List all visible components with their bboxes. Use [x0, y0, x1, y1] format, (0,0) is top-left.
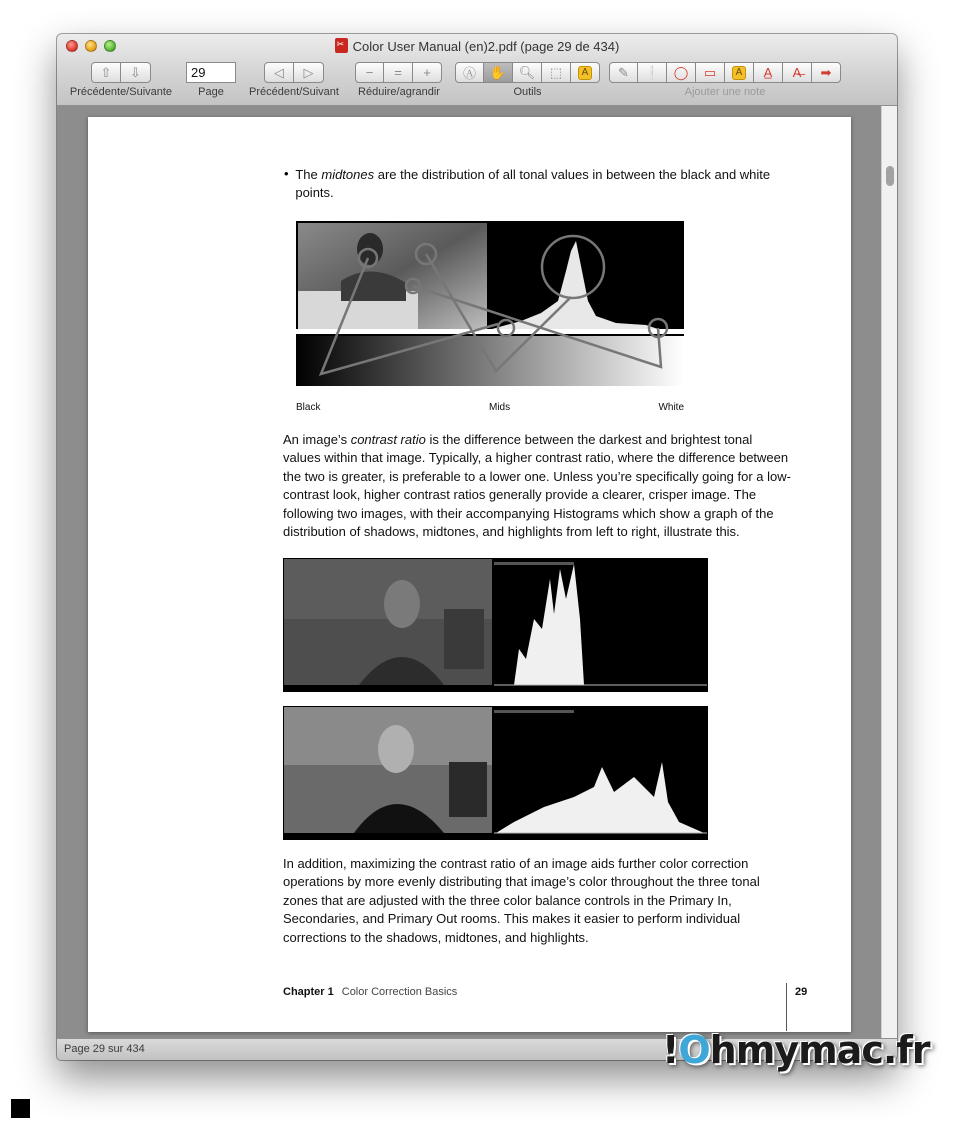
hand-tool[interactable]: [484, 62, 513, 83]
highlight-tool[interactable]: [571, 62, 600, 83]
underline-tool[interactable]: [754, 62, 783, 83]
zoom-label: Réduire/agrandir: [358, 86, 440, 98]
label-white: White: [658, 402, 684, 413]
toolbar: [57, 34, 897, 106]
high-contrast-image: [284, 707, 708, 840]
arrow-up-icon: ⇧: [100, 64, 112, 80]
rectangle-tool[interactable]: [696, 62, 725, 83]
underline-icon: A̲: [763, 65, 773, 80]
low-contrast-figure: [283, 558, 708, 692]
zoom-out-button[interactable]: [355, 62, 384, 83]
zoom-in-icon: +: [423, 65, 431, 80]
contrast-ratio-paragraph: An image’s contrast ratio is the difference between the darkest and brightest tonal values within that image. Typically, a higher contrast ratio, where the difference between the two is greater, is preferable to a lower one. Unless you’re specifically going for a low-contrast look, higher contrast ratios generally provide a clearer, crisper image. The following two images, with their accompanying Histograms which show a graph of the distribution of shadows, midtones, and highlights from left to right, illustrate this.: [283, 432, 791, 540]
oval-icon: ◯: [673, 64, 689, 80]
rectangle-icon: ▭: [703, 64, 717, 80]
tonal-range-illustration: [296, 221, 684, 389]
text-select-tool[interactable]: [455, 62, 484, 83]
page-footer-number: 29: [795, 986, 808, 998]
arrow-right-icon: ▷: [303, 64, 314, 80]
note-tool[interactable]: [638, 62, 667, 83]
zoom-group: [355, 62, 442, 83]
maximizing-contrast-paragraph: In addition, maximizing the contrast ratio of an image aids further color correction operations by more evenly distributing that image’s color throughout the three tonal zones that are adjusted with the three color balance controls in the Primary In, Secondaries, and Primary Out rooms. This makes it easier to perform individual corrections to the shadows, midtones, and highlights.: [283, 856, 760, 945]
rect-select-icon: ⬚: [549, 64, 563, 80]
pdf-icon: [335, 38, 348, 53]
tools-label: Outils: [513, 86, 542, 98]
window-title: ✂Color User Manual (en)2.pdf (page 29 de 434): [57, 38, 897, 54]
vertical-scrollbar[interactable]: [881, 106, 897, 1038]
status-bar: Page 29 sur 434: [57, 1038, 897, 1060]
note-icon: ❕: [643, 64, 661, 80]
arrow-down-icon: ⇩: [130, 64, 141, 80]
pdf-page: [88, 117, 851, 1032]
prev-next-label: Précédente/Suivante: [69, 86, 173, 98]
strike-icon: A̶: [792, 65, 802, 80]
annotation-group: [609, 62, 841, 83]
pencil-icon: ✎: [618, 64, 629, 80]
label-mids: Mids: [489, 402, 511, 413]
back-button[interactable]: [264, 62, 294, 83]
watermark-logo: !Ohmymac.fr: [662, 1028, 930, 1072]
hand-icon: ✋: [489, 64, 507, 80]
label-black: Black: [296, 402, 321, 413]
tools-group: [455, 62, 600, 83]
bullet-text: The midtones are the distribution of all tonal values in between the black and white points.: [295, 167, 771, 201]
arrow-annotation-icon: ➡: [820, 64, 832, 80]
zoom-out-icon: −: [365, 65, 374, 80]
text-icon: A: [732, 66, 746, 80]
prev-next-group: [91, 62, 151, 83]
previous-page-button[interactable]: [91, 62, 121, 83]
highlight-icon: A: [578, 66, 592, 80]
scrollbar-thumb[interactable]: [886, 166, 894, 186]
text-select-icon: Ⓐ: [462, 66, 476, 81]
zoom-in-button[interactable]: [413, 62, 442, 83]
actual-size-icon: =: [394, 65, 402, 80]
arrow-left-icon: ◁: [274, 64, 284, 80]
bullet-item: [284, 166, 784, 203]
tonal-range-figure: [296, 221, 684, 389]
pencil-tool[interactable]: [609, 62, 638, 83]
back-forward-group: [264, 62, 324, 83]
corner-square: [11, 1099, 30, 1118]
text-highlight-tool[interactable]: [725, 62, 754, 83]
rect-select-tool[interactable]: [542, 62, 571, 83]
actual-size-button[interactable]: [384, 62, 413, 83]
page-label: Page: [198, 86, 224, 98]
annotate-label: Ajouter une note: [684, 86, 766, 98]
strike-tool[interactable]: [783, 62, 812, 83]
magnifier-tool[interactable]: [513, 62, 542, 83]
arrow-annotation-tool[interactable]: [812, 62, 841, 83]
forward-button[interactable]: [294, 62, 324, 83]
bullet-dot: •: [284, 166, 289, 181]
next-page-button[interactable]: [121, 62, 151, 83]
back-forward-label: Précédent/Suivant: [249, 86, 339, 98]
page-number-field[interactable]: 29: [186, 62, 236, 83]
magnifier-icon: 🔍︎: [518, 64, 536, 80]
high-contrast-figure: [283, 706, 708, 840]
oval-tool[interactable]: [667, 62, 696, 83]
footer-divider: [786, 983, 787, 1031]
low-contrast-image: [284, 559, 708, 692]
page-footer-chapter: Chapter 1 Color Correction Basics: [283, 986, 458, 998]
preview-window: [57, 34, 897, 1060]
